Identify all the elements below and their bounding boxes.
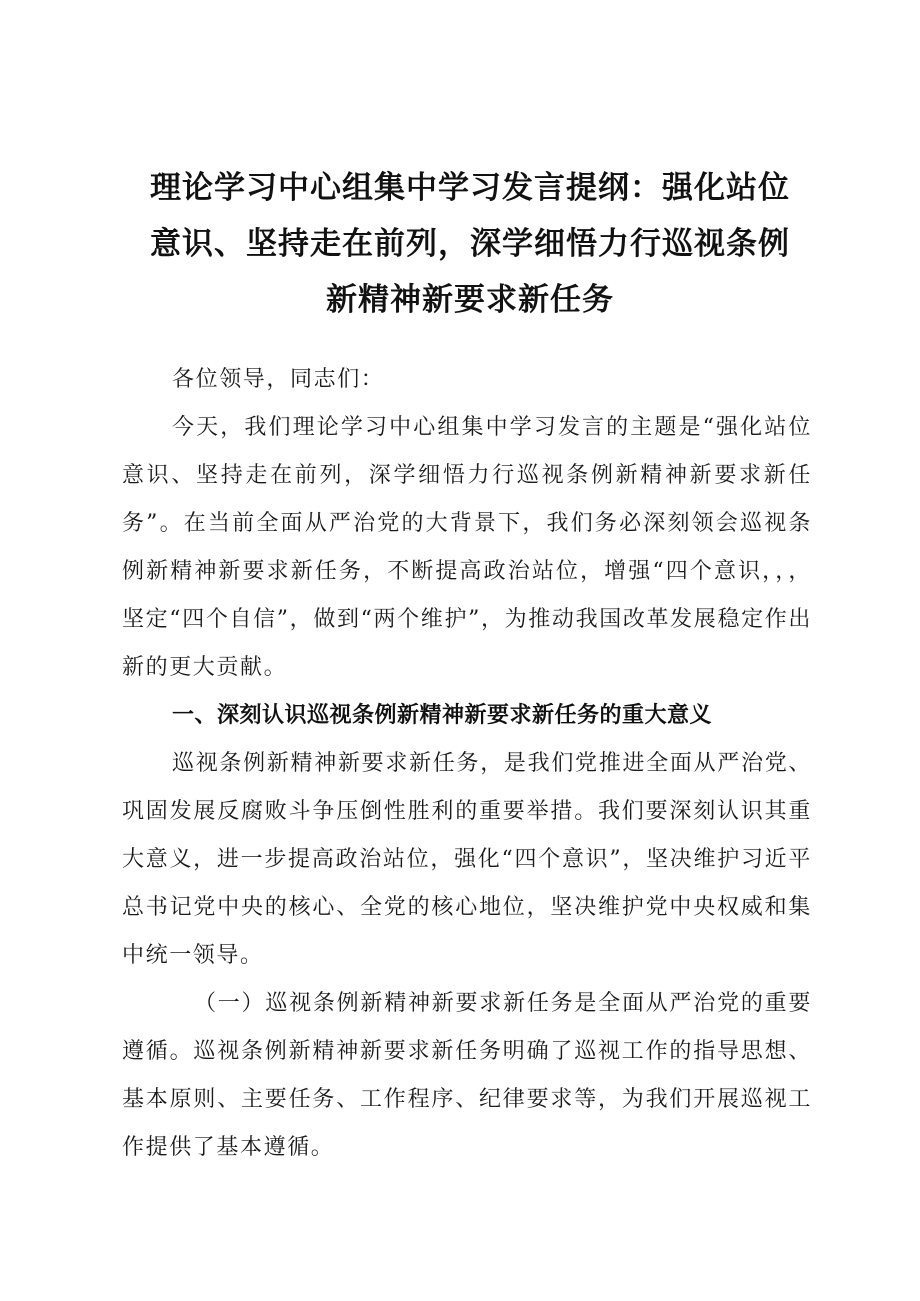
- section-heading: 一、深刻认识巡视条例新精神新要求新任务的重大意义: [172, 703, 713, 728]
- section-paragraph: 巡视条例新精神新要求新任务，是我们党推进全面从严治党、巩固发展反腐败斗争压倒性胜利的重要举措。我们要深刻认识其重大意义，进一步提高政治站位，强化“四个意识”，坚决维护习近平总书记党中央的核心、全党的核心地位，坚决维护党中央权威和集中统一领导。: [122, 751, 812, 968]
- subsection-paragraph: （一）巡视条例新精神新要求新任务是全面从严治党的重要遵循。巡视条例新精神新要求新任务明确了巡视工作的指导思想、基本原则、主要任务、工作程序、纪律要求等，为我们开展巡视工作提供了基本遵循。: [122, 991, 812, 1160]
- salutation: 各位领导，同志们：: [172, 367, 385, 392]
- intro-paragraph: 今天，我们理论学习中心组集中学习发言的主题是“强化站位意识、坚持走在前列，深学细悟力行巡视条例新精神新要求新任务”。在当前全面从严治党的大背景下，我们务必深刻领会巡视条例新精神新要求新任务，不断提高政治站位，增强“四个意识，，，坚定“四个自信”，做到“两个维护”，为推动我国改革发展稳定作出新的更大贡献。: [122, 415, 812, 680]
- document-body: [122, 356, 812, 1172]
- document-title: 理论学习中心组集中学习发言提纲：强化站位意识、坚持走在前列，深学细悟力行巡视条例新精神新要求新任务: [150, 170, 790, 318]
